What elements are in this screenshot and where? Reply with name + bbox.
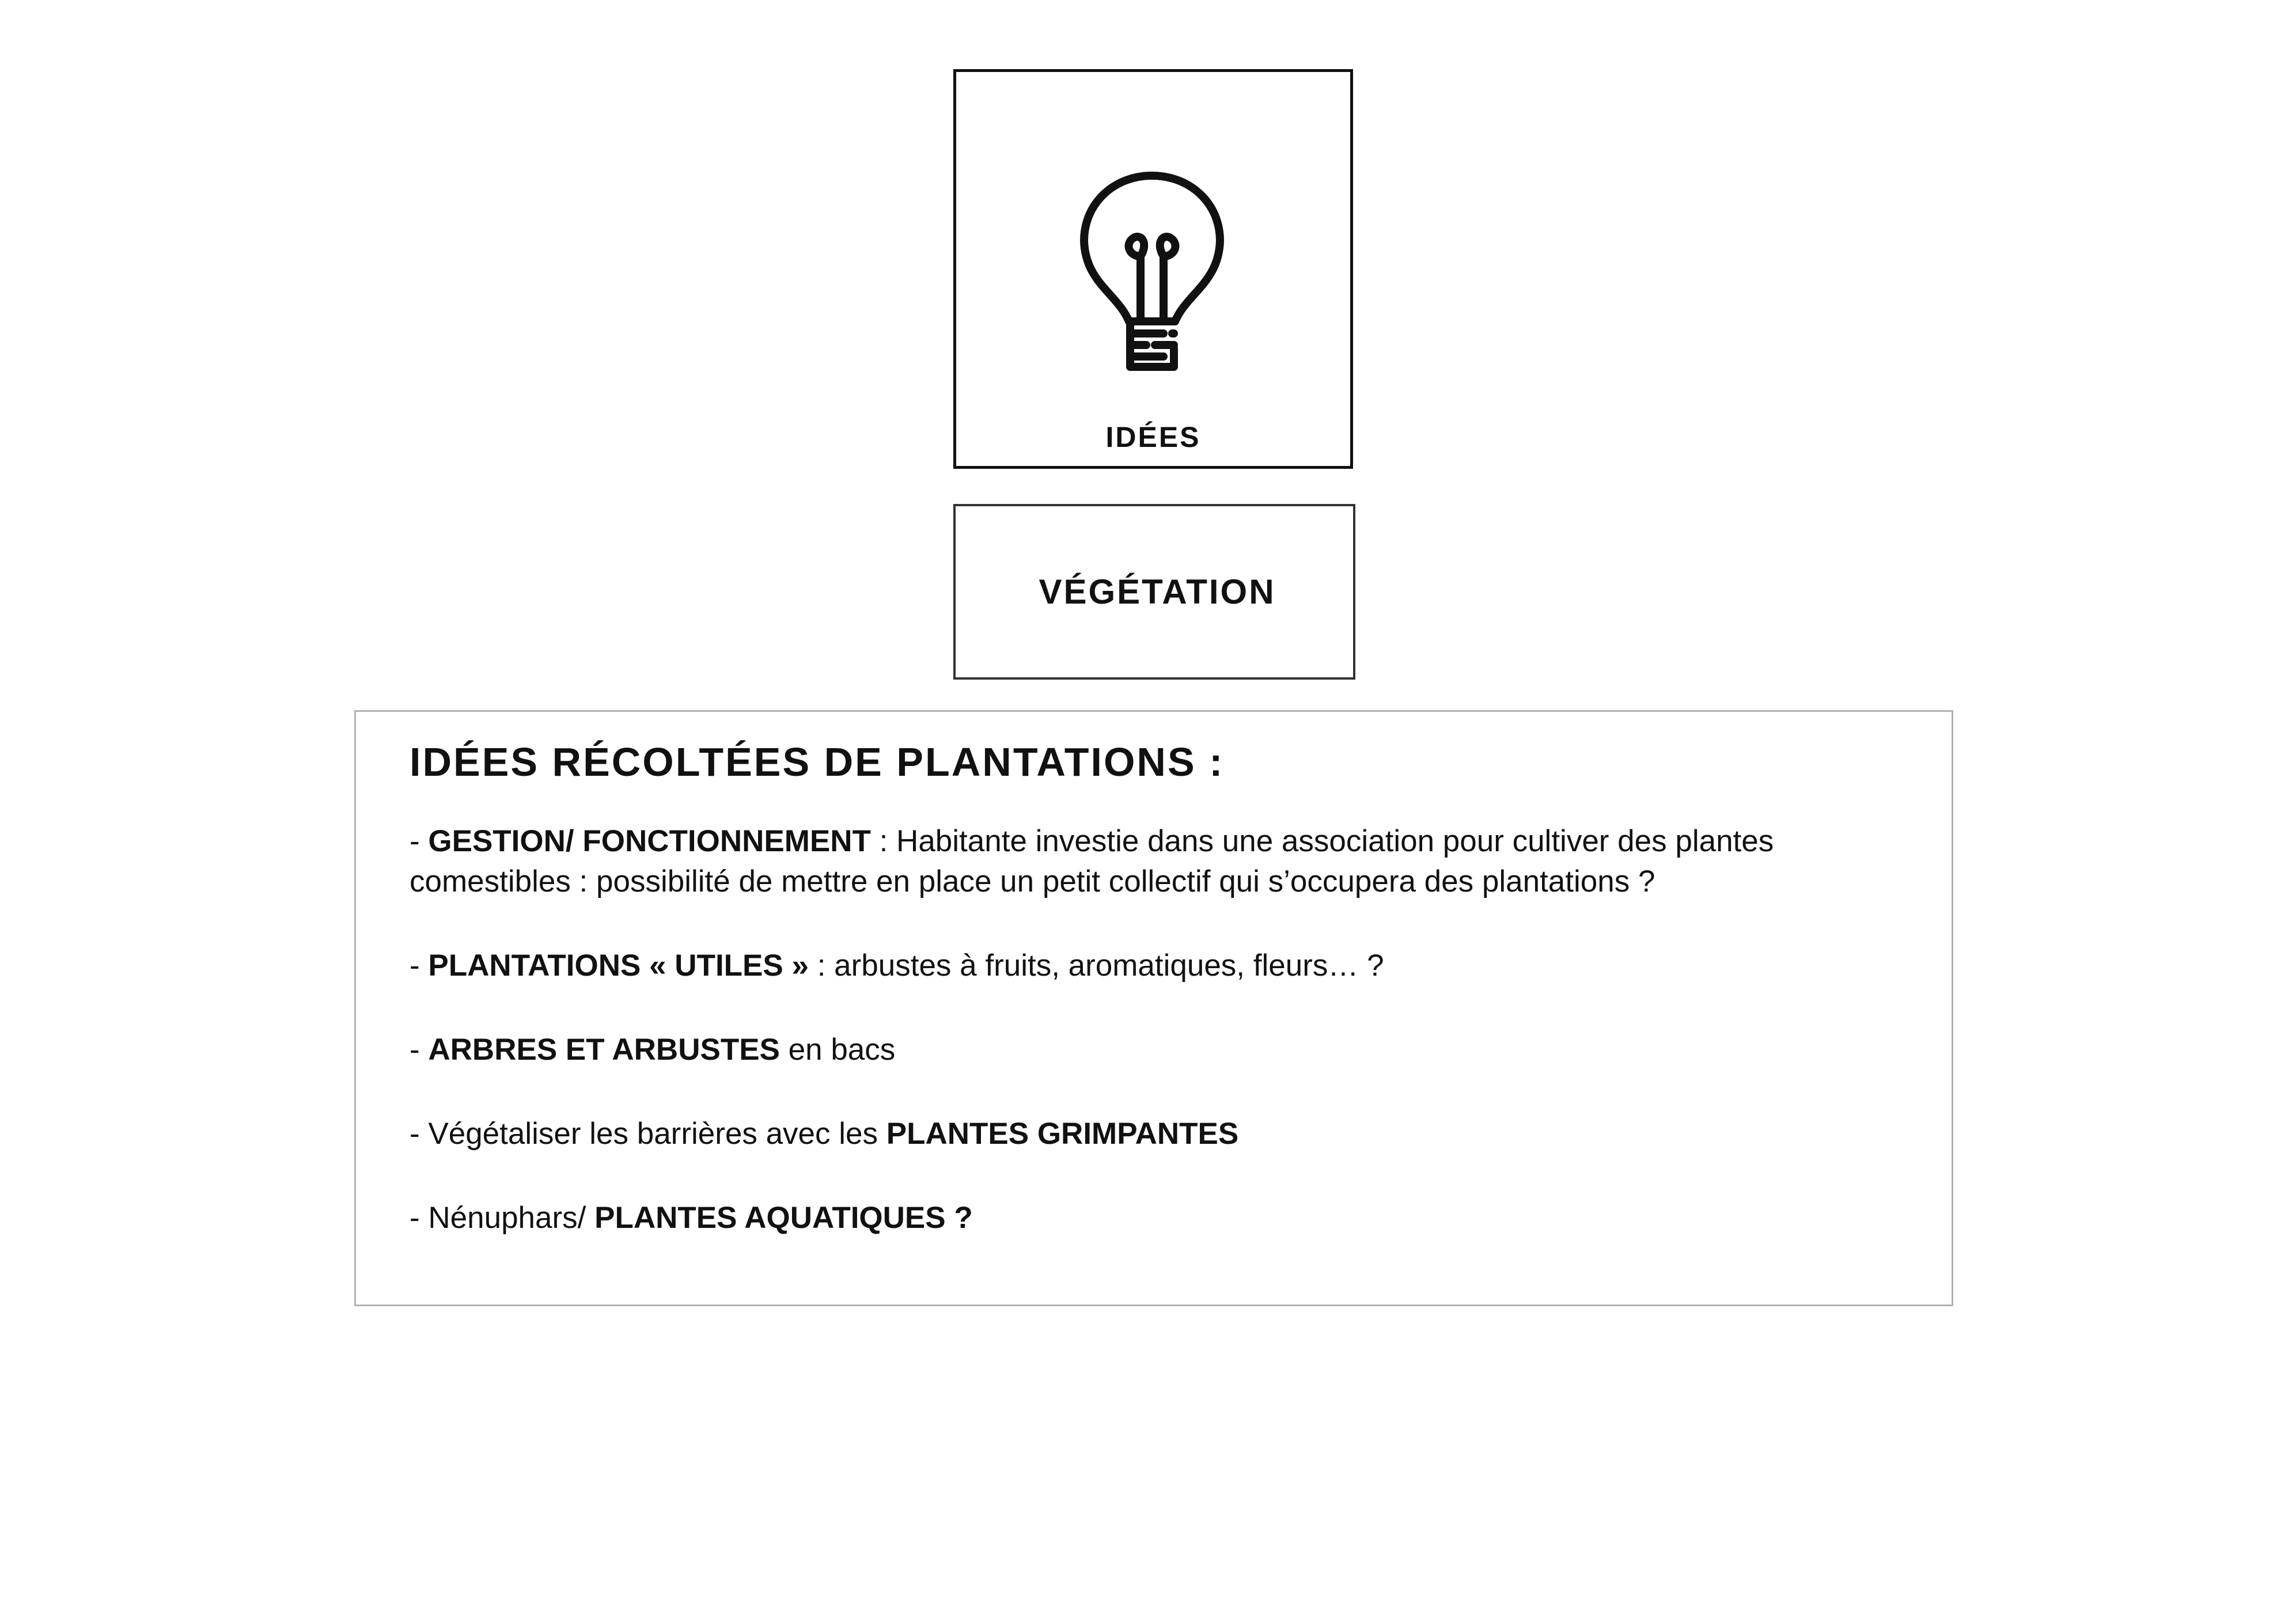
category-card xyxy=(953,504,1355,680)
list-item: - Nénuphars/ PLANTES AQUATIQUES ? xyxy=(410,1201,973,1235)
list-item: - GESTION/ FONCTIONNEMENT : Habitante investie dans une association pour cultiver des plantes comestibles : possibilité de mettre en place un petit collectif qui s’occupera des plantations ? xyxy=(410,824,1774,898)
category-label: VÉGÉTATION xyxy=(1039,572,1276,611)
ideas-card xyxy=(953,69,1353,469)
ideas-label: IDÉES xyxy=(1105,421,1201,453)
panel-title: IDÉES RÉCOLTÉES DE PLANTATIONS : xyxy=(410,740,1225,784)
ideas-panel xyxy=(354,710,1953,1306)
lightbulb-icon xyxy=(1077,170,1227,377)
list-item: - PLANTATIONS « UTILES » : arbustes à fruits, aromatiques, fleurs… ? xyxy=(410,949,1384,983)
list-item: - ARBRES ET ARBUSTES en bacs xyxy=(410,1033,896,1067)
list-item: - Végétaliser les barrières avec les PLANTES GRIMPANTES xyxy=(410,1117,1239,1151)
ideas-list xyxy=(410,821,1952,1238)
